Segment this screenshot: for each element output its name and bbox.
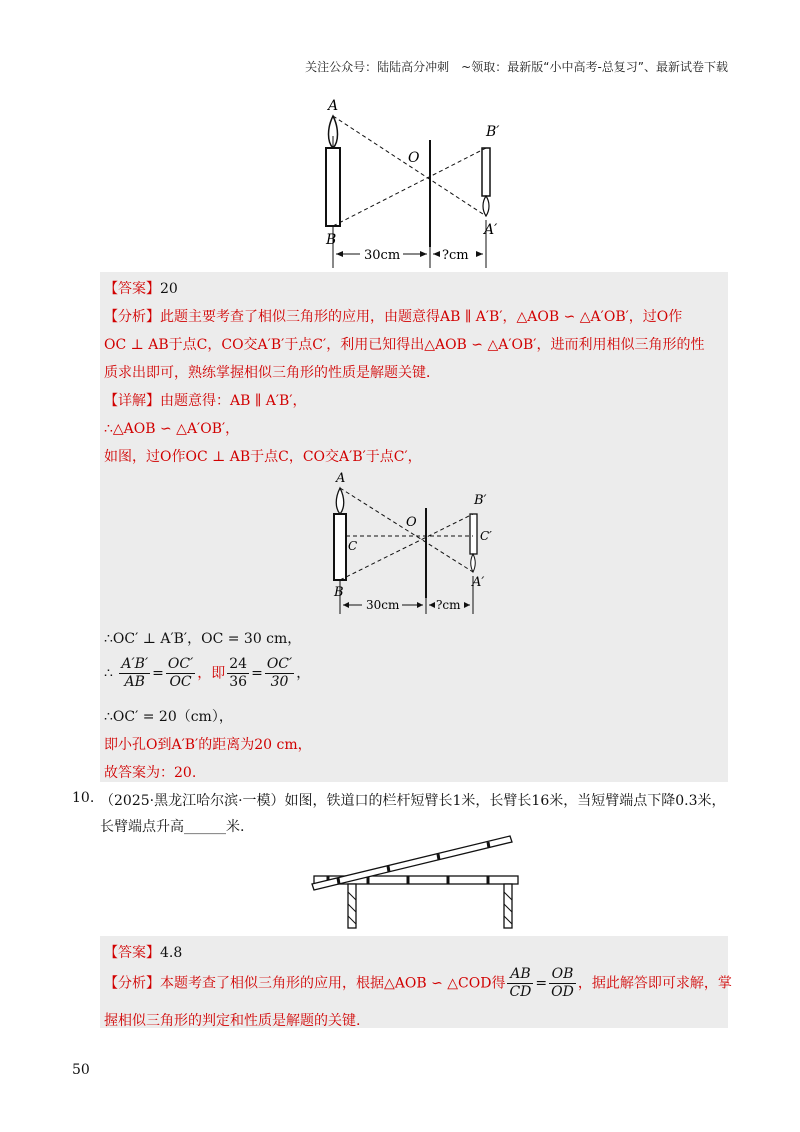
fig1-label-A: A	[328, 98, 339, 114]
analysis-line-3: 质求出即可，熟练掌握相似三角形的性质是解题关键．	[104, 365, 440, 381]
fig2-label-B-prime: B′	[474, 493, 487, 508]
fraction-oc-30: $\frac{OC'}{30}$	[266, 656, 293, 690]
fig1-label-A-prime: A′	[484, 222, 498, 238]
fig1-label-O: O	[408, 150, 420, 166]
fig1-distance-30: 30cm	[364, 248, 401, 263]
detail-line-1: 【详解】由题意得：AB ∥ A′B′，	[104, 393, 307, 409]
fraction-ob-od: $\frac{OB}{OD}$	[551, 966, 574, 1000]
question-number: 10.	[72, 790, 95, 806]
question-text-line-2: 长臂端点升高______米.	[100, 819, 245, 835]
fraction-ab-cd: $\frac{AB}{CD}$	[509, 966, 532, 1000]
answer-line-1: 【答案】20	[104, 281, 178, 297]
railway-barrier-figure	[308, 832, 524, 932]
fig1-label-B-prime: B′	[486, 124, 500, 140]
fig2-label-A: A	[336, 471, 346, 486]
question-text-line-1: （2025·黑龙江哈尔滨·一模）如图，铁道口的栏杆短臂长1米，长臂长16米，当短臂端点下降0.3米，	[100, 793, 726, 809]
page-header: 关注公众号：陆陆高分冲刺 ~领取：最新版“小中高考-总复习”、最新试卷下载	[305, 60, 728, 74]
analysis-2-line-2: 握相似三角形的判定和性质是解题的关键.	[104, 1013, 361, 1029]
fraction-oc-prime: $\frac{OC'}{OC}$	[167, 656, 194, 690]
analysis-line-2: OC ⊥ AB于点C，CO交A′B′于点C′，利用已知得出△AOB ∽ △A′OB′，进而利用相似三角形的性	[104, 337, 705, 353]
fig2-distance-unknown: ?cm	[436, 598, 461, 612]
analysis-2-line-1: 【分析】本题考查了相似三角形的应用，根据△AOB ∽ △COD得 $\frac{AB}{CD}$ = $\frac{OB}{OD}$ ，据此解答即可求解，掌	[104, 966, 732, 1000]
candle-pinhole-figure-2	[310, 468, 510, 618]
fig2-label-O: O	[406, 515, 417, 530]
fig2-label-B: B	[334, 585, 344, 600]
fraction-24-36: $\frac{24}{36}$	[229, 656, 248, 690]
detail-line-2: ∴△AOB ∽ △A′OB′，	[104, 421, 240, 437]
answer-line-2: 【答案】4.8	[104, 945, 183, 961]
fig1-distance-unknown: ?cm	[442, 248, 469, 263]
fig1-label-B: B	[326, 232, 337, 248]
fig2-label-C-prime: C′	[480, 529, 492, 543]
fig2-distance-30: 30cm	[366, 598, 400, 612]
candle-pinhole-figure-1	[300, 92, 530, 272]
fraction-ab-prime: $\frac{A'B'}{AB}$	[121, 656, 149, 690]
page-number: 50	[72, 1062, 90, 1078]
step-line-4: 即小孔O到A′B′的距离为20 cm，	[104, 737, 312, 753]
step-line-2: ∴ $\frac{A'B'}{AB}$ = $\frac{OC'}{OC}$ ，即 $\frac{24}{36}$ = $\frac{OC'}{30}$ ，	[104, 656, 311, 690]
step-line-1: ∴OC′ ⊥ A′B′，OC = 30 cm，	[104, 631, 302, 647]
step-line-5: 故答案为：20.	[104, 765, 197, 781]
detail-line-3: 如图，过O作OC ⊥ AB于点C，CO交A′B′于点C′，	[104, 449, 422, 465]
analysis-line-1: 【分析】此题主要考查了相似三角形的应用，由题意得AB ∥ A′B′，△AOB ∽ △A′OB′，过O作	[104, 309, 683, 325]
fig2-label-C: C	[348, 539, 358, 553]
step-line-3: ∴OC′ = 20（cm），	[104, 709, 233, 725]
fig2-label-A-prime: A′	[472, 575, 485, 590]
